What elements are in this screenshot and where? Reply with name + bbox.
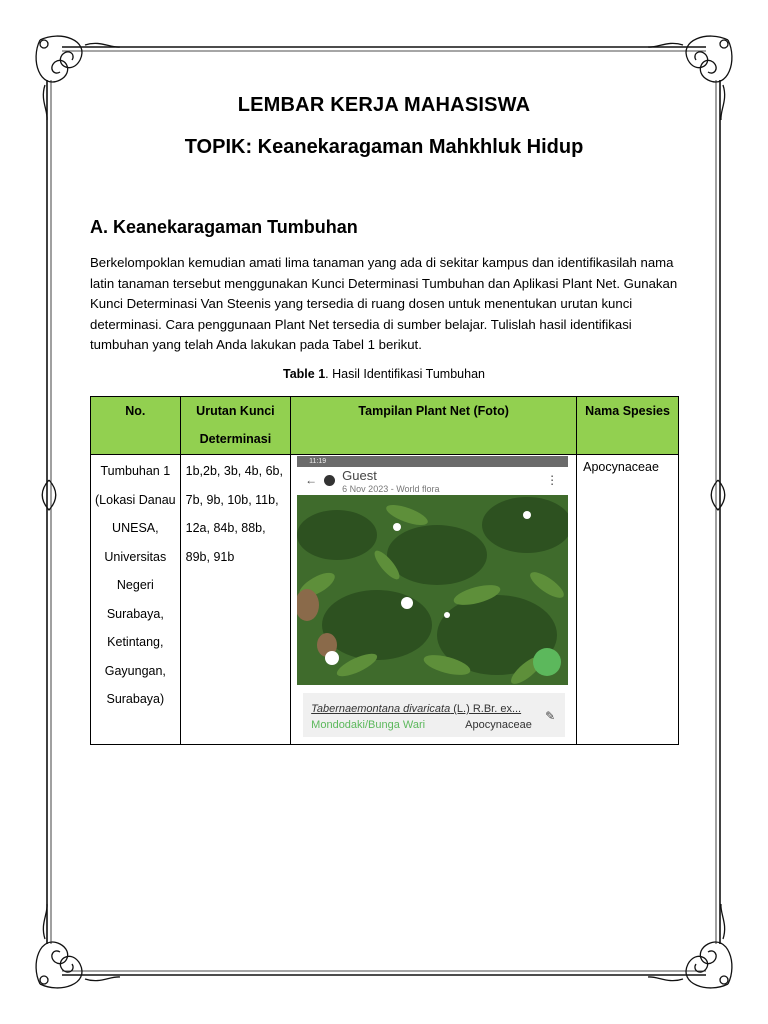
header-keys: Urutan Kunci Determinasi — [180, 397, 291, 455]
app-bar — [297, 467, 568, 495]
cell-plant-location: Tumbuhan 1 (Lokasi Danau UNESA, Universitas Negeri Surabaya, Ketintang, Gayungan, Surabaya) — [91, 455, 181, 745]
caption-label: Table 1 — [283, 367, 326, 381]
plantnet-badge-icon — [533, 648, 561, 676]
table-row — [91, 455, 679, 745]
caption-text: . Hasil Identifikasi Tumbuhan — [325, 367, 485, 381]
back-arrow-icon: ← — [305, 473, 318, 487]
worksheet-title: LEMBAR KERJA MAHASISWA — [237, 94, 531, 116]
table-header-row — [91, 397, 679, 455]
identification-card — [303, 693, 565, 737]
header-no: No. — [91, 397, 181, 455]
topic-title: TOPIK: Keanekaragaman Mahkhluk Hidup — [184, 136, 584, 158]
scientific-name-text: Tabernaemontana divaricata — [311, 703, 451, 715]
plant-photo — [297, 495, 568, 685]
plantnet-screenshot — [297, 456, 568, 738]
section-heading: A. Keanekaragaman Tumbuhan — [90, 217, 358, 237]
user-name: Guest — [342, 468, 377, 483]
cell-species-name: Apocynaceae — [577, 455, 679, 745]
table-caption — [0, 367, 768, 381]
user-icon — [324, 475, 335, 486]
header-species: Nama Spesies — [577, 397, 679, 455]
author-text: (L.) R.Br. ex... — [450, 703, 522, 715]
family-name: Apocynaceae — [465, 719, 532, 731]
instruction-paragraph: Berkelompoklan kemudian amati lima tanaman yang ada di sekitar kampus dan identifikasilah nama latin tanaman tersebut menggunakan Kunci Determinasi Tumbuhan dan Aplikasi Plant Net. Gunakan Kunci Determinasi Van Steenis yang tersedia di ruang dosen untuk menentukan urutan kunci determinasi. Cara penggunaan Plant Net tersedia di sumber belajar. Tulislah hasil identifikasi tumbuhan yang telah Anda lakukan pada Tabel 1 berikut. — [90, 255, 678, 352]
scientific-name — [311, 703, 521, 715]
more-options-icon: ⋮ — [546, 473, 559, 487]
date-flora: 6 Nov 2023 - World flora — [342, 484, 440, 494]
common-name: Mondodaki/Bunga Wari — [311, 719, 426, 731]
status-bar: 11:19 — [297, 456, 568, 467]
identification-table — [90, 396, 679, 745]
edit-pencil-icon: ✎ — [545, 709, 556, 723]
cell-determination-keys: 1b,2b, 3b, 4b, 6b, 7b, 9b, 10b, 11b, 12a, 84b, 88b, 89b, 91b — [180, 455, 291, 745]
header-photo: Tampilan Plant Net (Foto) — [291, 397, 577, 455]
cell-plantnet-photo — [291, 455, 577, 745]
